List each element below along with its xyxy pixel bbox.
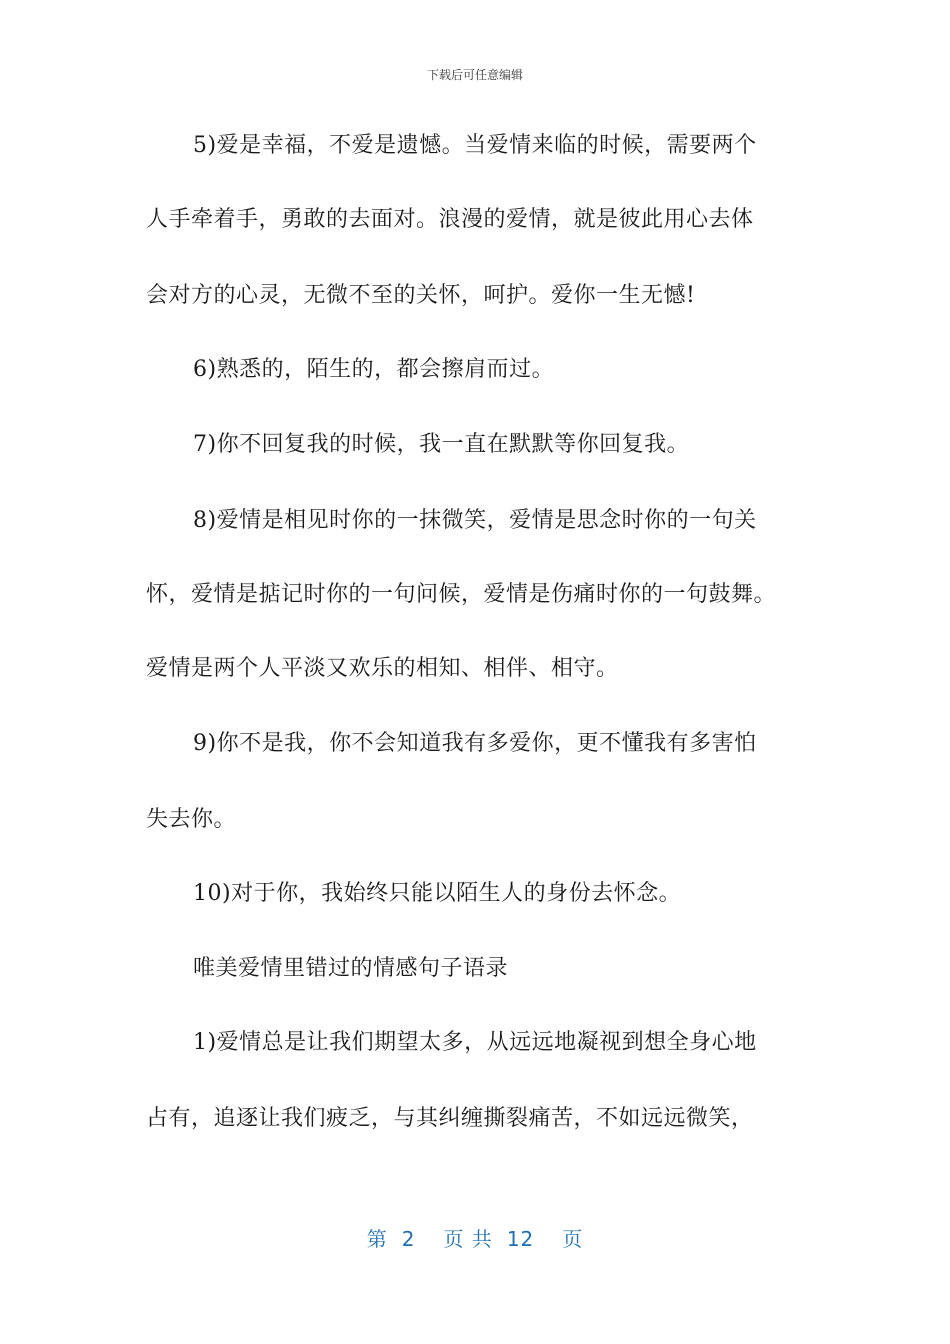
body-line: 7)你不回复我的时候，我一直在默默等你回复我。 — [193, 432, 690, 457]
body-line: 人手牵着手，勇敢的去面对。浪漫的爱情，就是彼此用心去体 — [146, 207, 754, 232]
footer-prefix: 第 — [366, 1227, 388, 1251]
body-line: 10)对于你，我始终只能以陌生人的身份去怀念。 — [193, 881, 682, 906]
body-line: 6)熟悉的，陌生的，都会擦肩而过。 — [193, 357, 555, 382]
footer-suffix: 页 — [562, 1227, 584, 1251]
footer-total-pages: 12 — [506, 1227, 535, 1251]
page-footer — [0, 1226, 950, 1252]
section-heading: 唯美爱情里错过的情感句子语录 — [193, 956, 509, 981]
body-line: 9)你不是我，你不会知道我有多爱你，更不懂我有多害怕 — [193, 731, 757, 756]
footer-middle: 页 共 — [443, 1227, 493, 1251]
footer-page-number: 2 — [401, 1227, 416, 1251]
body-line: 5)爱是幸福，不爱是遗憾。当爱情来临的时候，需要两个 — [193, 133, 757, 158]
body-line: 爱情是两个人平淡又欢乐的相知、相伴、相守。 — [146, 656, 619, 681]
body-line: 1)爱情总是让我们期望太多，从远远地凝视到想全身心地 — [193, 1030, 757, 1055]
body-line: 怀，爱情是掂记时你的一句问候，爱情是伤痛时你的一句鼓舞。 — [146, 582, 777, 607]
body-line: 会对方的心灵，无微不至的关怀，呵护。爱你一生无憾! — [146, 283, 696, 308]
body-line: 失去你。 — [146, 807, 237, 832]
header-note: 下载后可任意编辑 — [426, 68, 523, 82]
body-line: 占有，追逐让我们疲乏，与其纠缠撕裂痛苦，不如远远微笑， — [146, 1106, 754, 1131]
body-line: 8)爱情是相见时你的一抹微笑，爱情是思念时你的一句关 — [193, 508, 757, 533]
